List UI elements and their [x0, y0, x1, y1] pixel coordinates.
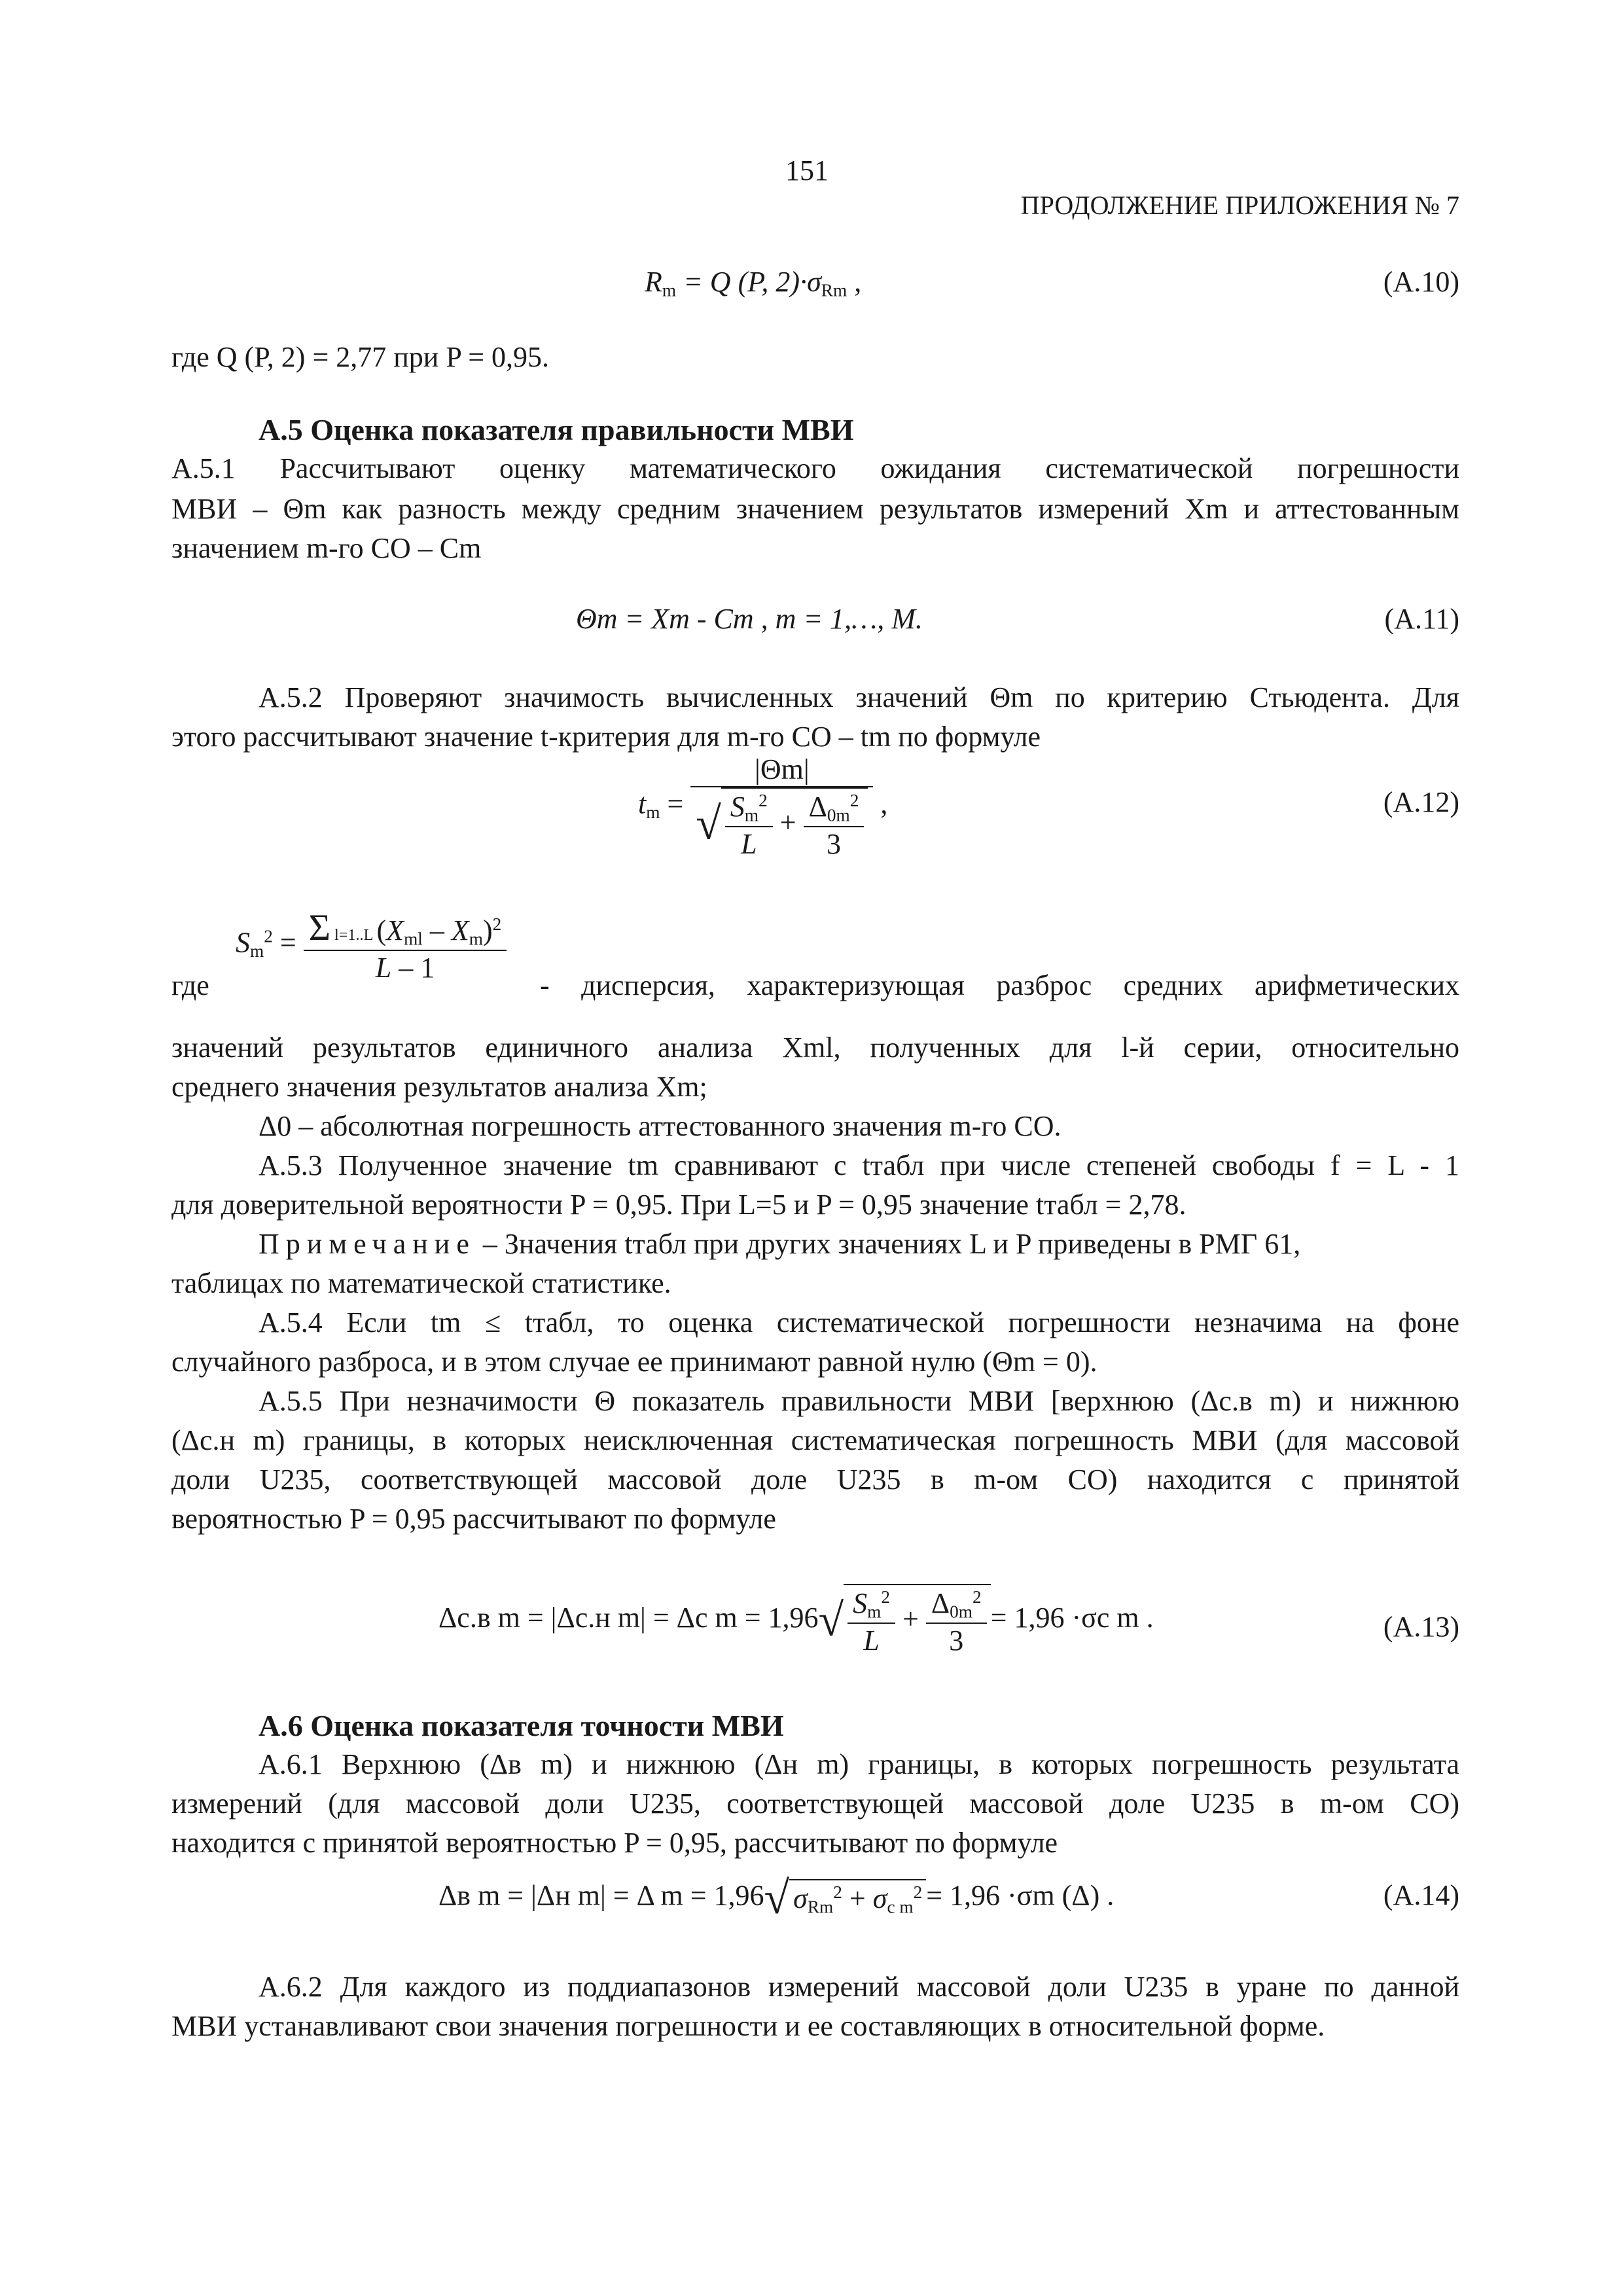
para-a51-line2: МВИ – Θm как разность между средним значением результатов измерений Xm и аттестованным	[171, 493, 1459, 525]
equation-a11: Θm = Xm - Cm , m = 1,…, M.	[576, 603, 923, 635]
para-a55-line3: доли U235, соответствующей массовой доле U235 в m-ом СО) находится с принятой	[171, 1463, 1459, 1496]
eq-a12-number: (А.12)	[1383, 786, 1459, 818]
delta0-line: Δ0 – абсолютная погрешность аттестованного значения m-го СО.	[259, 1110, 1061, 1142]
where-q-line: где Q (P, 2) = 2,77 при P = 0,95.	[171, 341, 550, 373]
para-a61-line1: А.6.1 Верхнюю (Δв m) и нижнюю (Δн m) границы, в которых погрешность результата	[259, 1748, 1459, 1780]
eq-a14-number: (А.14)	[1383, 1879, 1459, 1911]
eq-a10-number: (А.10)	[1383, 266, 1459, 298]
eq-a13-number: (А.13)	[1383, 1611, 1459, 1643]
where-s-prefix: где	[171, 969, 209, 1001]
where-s-line2: значений результатов единичного анализа Xml, полученных для l-й серии, относительно	[171, 1031, 1459, 1064]
eq-a12-lhs-sub: m	[646, 802, 660, 823]
para-a62-line2: МВИ устанавливают свои значения погрешности и ее составляющих в относительной форме.	[171, 2010, 1325, 2042]
equation-a14: Δв m = |Δн m| = Δ m = 1,96√ $\sigma_{Rm}^2 + \sigma_{c m}^2 = 1,96 \cdot\sigma m$ (Δ) .	[438, 1873, 1115, 1924]
para-a52-line2: этого рассчитывают значение t-критерия для m-го СО – tm по формуле	[171, 721, 1041, 753]
where-s-desc: - дисперсия, характеризующая разброс средних арифметических	[540, 969, 1459, 1001]
section-heading-a6: А.6 Оценка показателя точности МВИ	[259, 1709, 784, 1742]
para-a51-line1: А.5.1 Рассчитывают оценку математического ожидания систематической погрешности	[171, 452, 1459, 484]
eq-a10-lhs: R	[645, 266, 662, 298]
where-s-line3: среднего значения результатов анализа Xm;	[171, 1071, 707, 1103]
eq-a13-rhs: = 1,96 ·σс m .	[990, 1601, 1154, 1634]
para-a62-line1: А.6.2 Для каждого из поддиапазонов измерений массовой доли U235 в уране по данной	[259, 1971, 1459, 2003]
para-a54-line1: А.5.4 Если tm ≤ tтабл, то оценка систематической погрешности незначима на фоне	[259, 1306, 1459, 1338]
para-a61-line2: измерений (для массовой доли U235, соответствующей массовой доле U235 в m-ом СО)	[171, 1787, 1459, 1820]
page-number: 151	[785, 154, 829, 187]
eq-a13-lhs: Δс.в m = |Δс.н m| = Δс m = 1,96	[438, 1601, 819, 1634]
equation-a10	[645, 265, 861, 301]
eq-a10-tail: ,	[847, 266, 862, 298]
eq-a14-rhs: = 1,96 ·σm (Δ) .	[926, 1879, 1115, 1912]
para-a61-line3: находится с принятой вероятностью P = 0,95, рассчитывают по формуле	[171, 1827, 1058, 1859]
equation-a12: $t_m$ = |Θm| √ $\frac{S_m^2}{L}$ + $\frac{\Delta_{0m}^2}{3}$ ,	[638, 753, 888, 860]
eq-a12-denominator: √ $\frac{S_m^2}{L}$ + $\frac{\Delta_{0m}^2}{3}$	[690, 787, 873, 861]
para-a51-line3: значением m-го СО – Cm	[171, 532, 482, 564]
eq-a10-lhs-sub: m	[662, 280, 677, 300]
para-a53-line2: для доверительной вероятности P = 0,95. При L=5 и P = 0,95 значение tтабл = 2,78.	[171, 1189, 1186, 1221]
equation-a13: Δс.в m = |Δс.н m| = Δс m = 1,96√ $\frac{S_m^2}{L}$ + $\frac{\Delta_{0m}^2}{3}$ = 1,96 ·σс m .	[438, 1584, 1154, 1657]
para-a55-line1: А.5.5 При незначимости Θ показатель правильности МВИ [верхнюю (Δс.в m) и нижнюю	[259, 1385, 1459, 1417]
eq-a11-number: (А.11)	[1384, 603, 1459, 635]
eq-a10-rhs-sub: Rm	[821, 280, 847, 300]
note-label: Примечание	[259, 1228, 476, 1260]
para-a55-line4: вероятностью P = 0,95 рассчитывают по формуле	[171, 1503, 776, 1535]
eq-a10-rhs: = Q (P, 2)·σ	[683, 266, 821, 298]
eq-a12-lhs: t	[638, 787, 647, 820]
para-a55-line2: (Δс.н m) границы, в которых неисключенная систематическая погрешность МВИ (для массовой	[171, 1424, 1459, 1456]
para-a52-line1: А.5.2 Проверяют значимость вычисленных значений Θm по критерию Стьюдента. Для	[259, 681, 1459, 713]
equation-s2: $S_m^2$ = $\frac{\Sigma l=1..L (X_{ml} - X_m)^2}{L - 1}$	[236, 906, 507, 984]
note-text: – Значения tтабл при других значениях L и P приведены в РМГ 61,	[475, 1228, 1301, 1260]
note-line2: таблицах по математической статистике.	[171, 1267, 671, 1299]
section-heading-a5: А.5 Оценка показателя правильности МВИ	[259, 413, 854, 446]
eq-a12-numerator: |Θm|	[690, 753, 873, 787]
para-a53-line1: А.5.3 Полученное значение tm сравнивают с tтабл при числе степеней свободы f = L - 1	[259, 1149, 1459, 1181]
appendix-header: ПРОДОЛЖЕНИЕ ПРИЛОЖЕНИЯ № 7	[1020, 190, 1459, 220]
eq-a14-lhs: Δв m = |Δн m| = Δ m = 1,96	[438, 1879, 764, 1912]
eq-a12-fraction	[690, 753, 873, 861]
note-line1	[259, 1227, 1459, 1262]
para-a54-line2: случайного разброса, и в этом случае ее принимают равной нулю (Θm = 0).	[171, 1346, 1097, 1378]
